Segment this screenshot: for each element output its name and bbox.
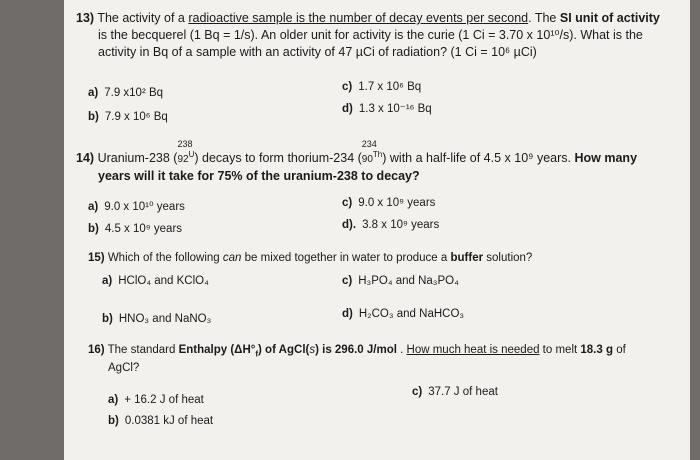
- q13-line-1: 13) The activity of a radioactive sample is the number of decay events per second. The SI unit of activity: [76, 11, 660, 25]
- q16-line-1: 16) The standard Enthalpy $(\Delta H^\circ_f)$ of AgCl(s) is 296.0 J/mol . How much heat is needed to melt 18.3 g of: [88, 344, 626, 359]
- q15-option-b[interactable]: b) HNO₃ and NaNO₃: [102, 313, 212, 325]
- q13-option-b[interactable]: b) 7.9 x 10⁶ Bq: [88, 111, 168, 123]
- q16-option-b[interactable]: b) 0.0381 kJ of heat: [108, 415, 214, 427]
- q15-option-c[interactable]: c) H₃PO₄ and Na₃PO₄: [342, 275, 459, 287]
- q13-line-2: is the becquerel (1 Bq = 1/s). An older unit for activity is the curie (1 Ci = 3.70 x 10¹⁰/s). What is the: [98, 28, 643, 42]
- q14-line-1: 14) Uranium-238 ( 238 $92^U$) decays to form thorium-234 ( 234 90Th) with a half-life of 4.5 x 10⁹ years. How many: [76, 146, 684, 168]
- question-13: [76, 10, 676, 61]
- q16-line-2: AgCl?: [108, 362, 140, 375]
- uranium-nuclide: 238 $92^U$: [177, 139, 195, 166]
- q16-option-a[interactable]: a) + 16.2 J of heat: [108, 394, 204, 406]
- thorium-nuclide: 234 90Th: [361, 139, 383, 166]
- question-14: [76, 139, 684, 185]
- q15-option-d[interactable]: d) H₂CO₃ and NaHCO₃: [342, 308, 465, 320]
- q14-option-d[interactable]: d). 3.8 x 10⁹ years: [342, 219, 440, 231]
- question-15: 15) Which of the following can be mixed together in water to produce a buffer solution?: [88, 252, 533, 264]
- q13-line-3: activity in Bq of a sample with an activity of 47 µCi of radiation? (1 Ci = 10⁶ µCi): [98, 45, 537, 59]
- q14-option-a[interactable]: a) 9.0 x 10¹⁰ years: [88, 201, 185, 213]
- q16-option-c[interactable]: c) 37.7 J of heat: [412, 386, 498, 398]
- q14-option-c[interactable]: c) 9.0 x 10⁹ years: [342, 197, 436, 209]
- q13-option-d[interactable]: d) 1.3 x 10⁻¹⁶ Bq: [342, 103, 432, 115]
- q14-line-2: years will it take for 75% of the uranium-238 to decay?: [98, 169, 420, 184]
- worksheet-page: [64, 0, 690, 460]
- q13-option-c[interactable]: c) 1.7 x 10⁶ Bq: [342, 81, 422, 93]
- question-16: [88, 343, 678, 376]
- q13-option-a[interactable]: a) 7.9 x10² Bq: [88, 87, 164, 99]
- q14-option-b[interactable]: b) 4.5 x 10⁹ years: [88, 223, 183, 235]
- q15-option-a[interactable]: a) HClO₄ and KClO₄: [102, 275, 209, 287]
